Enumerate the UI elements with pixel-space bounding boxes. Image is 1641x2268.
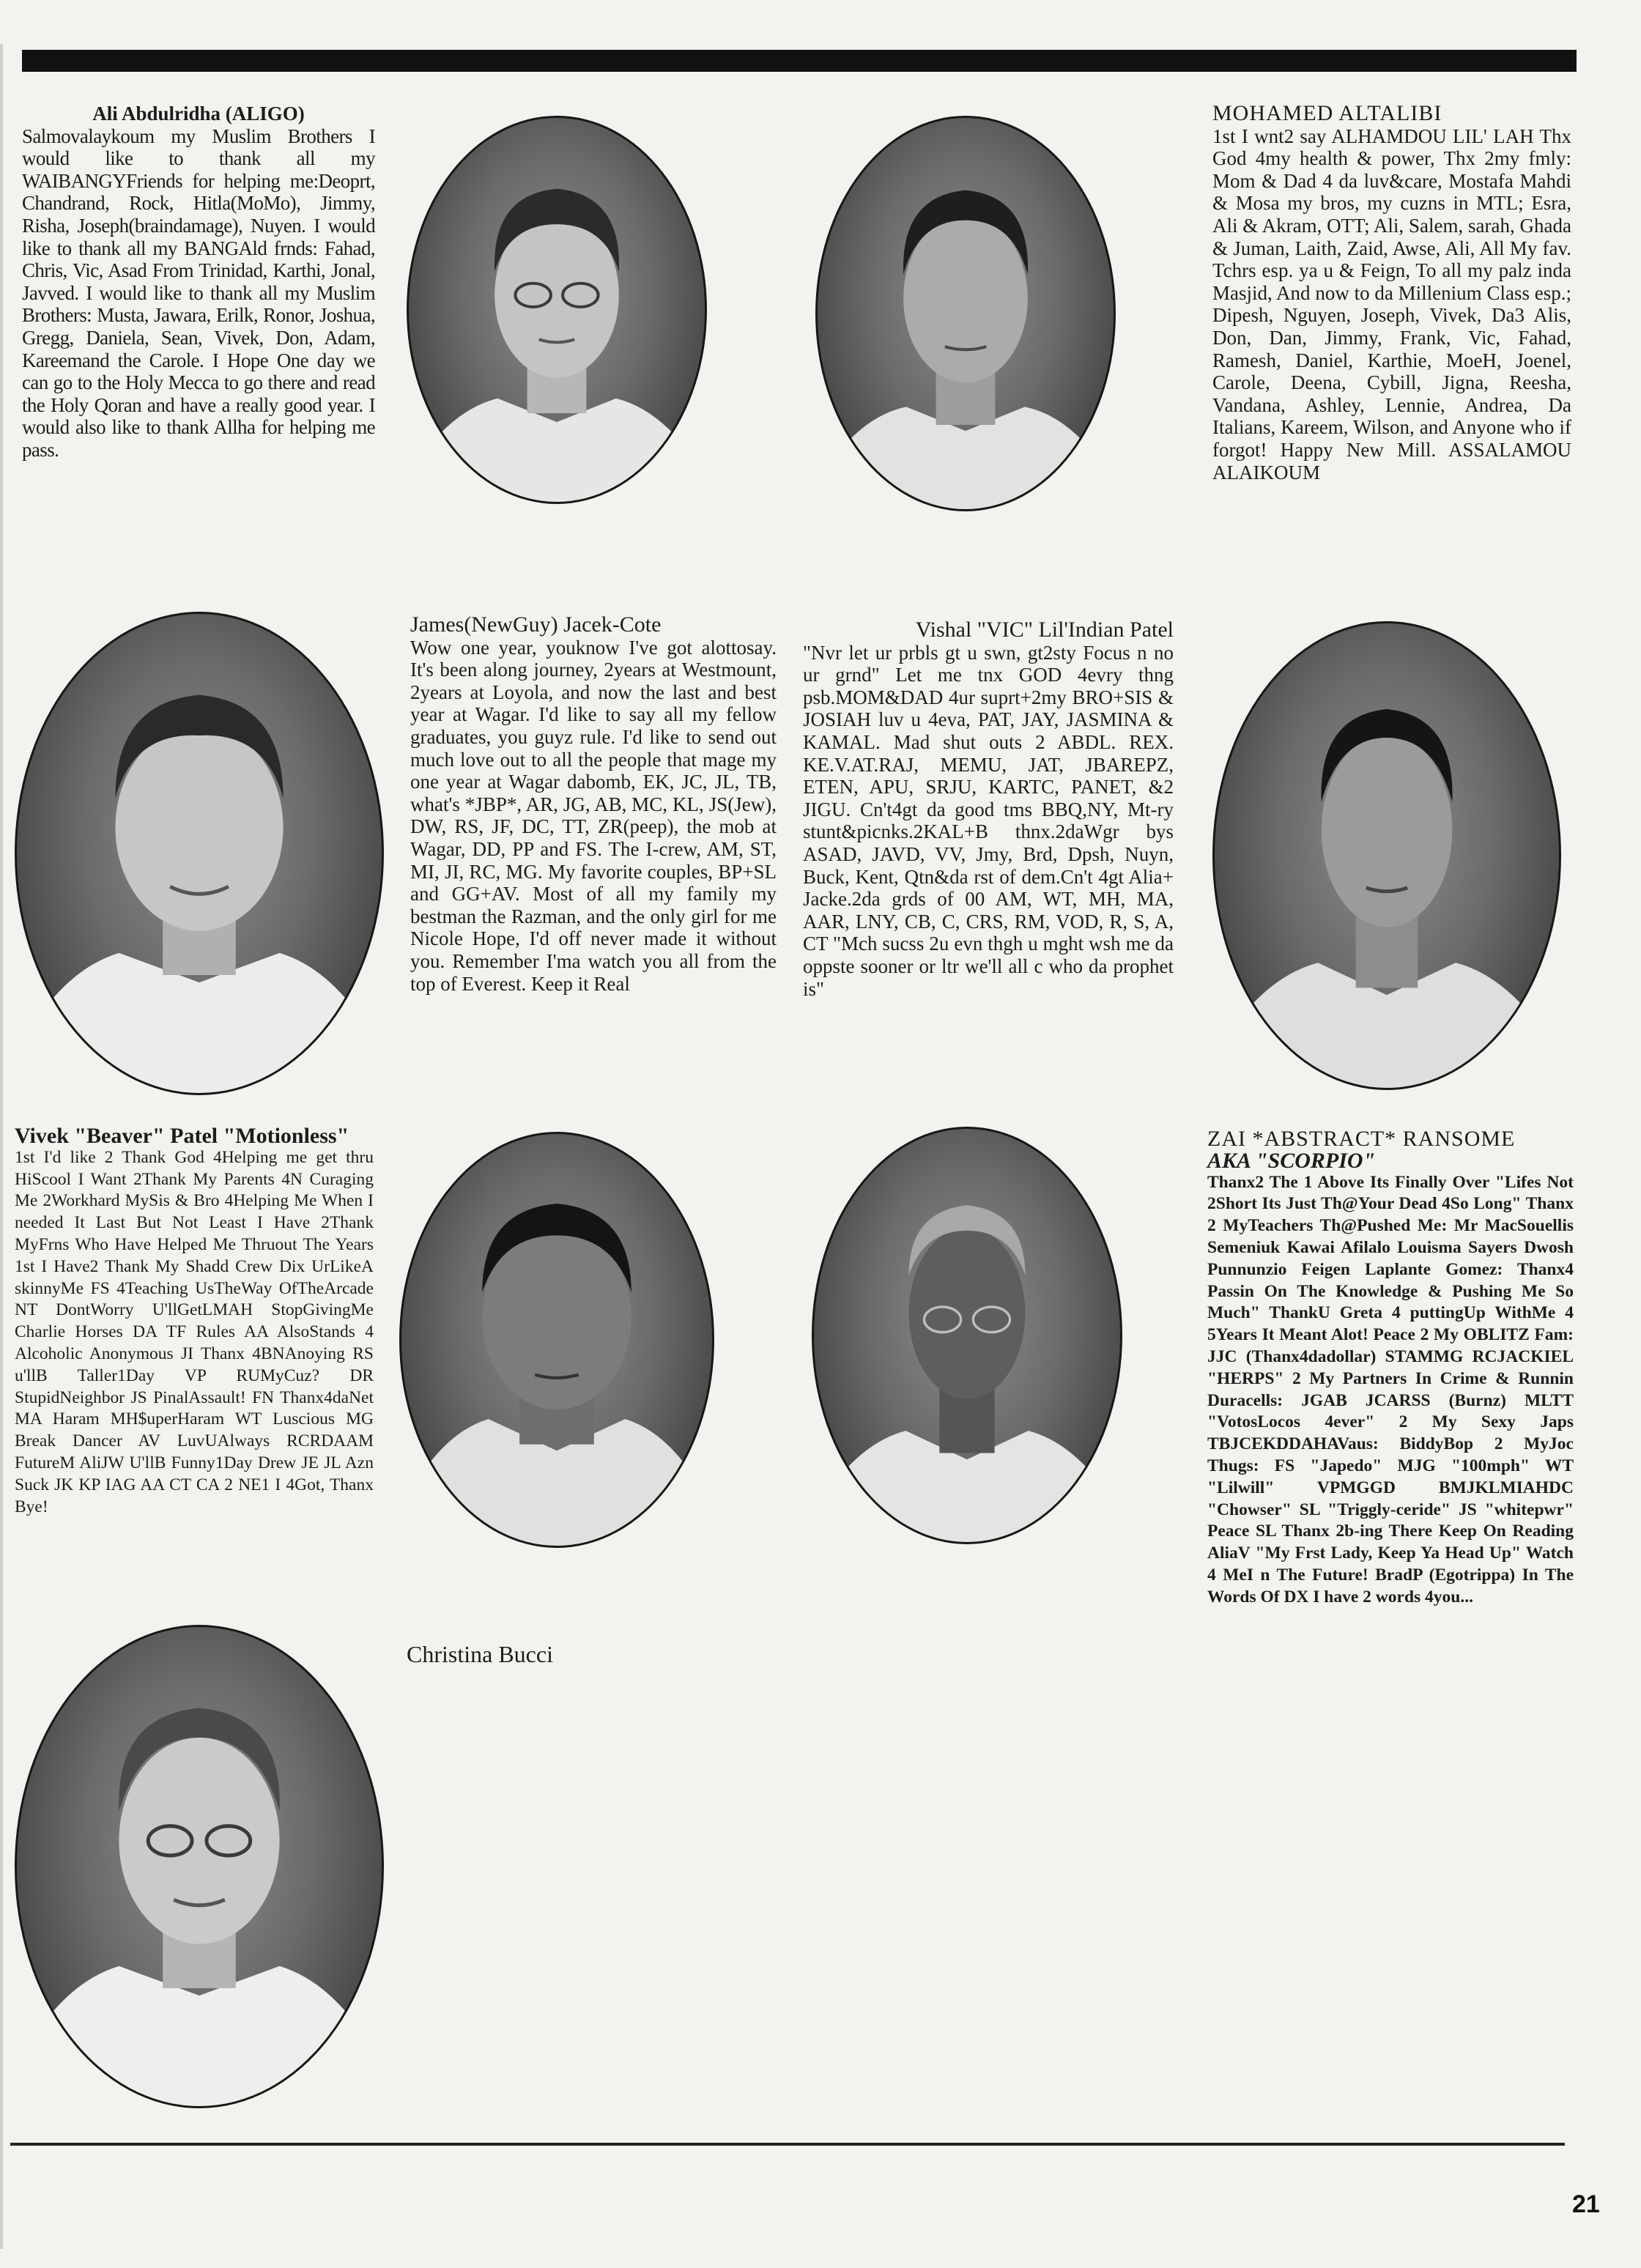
student-name: ZAI *ABSTRACT* RANSOME: [1207, 1127, 1516, 1151]
header-bar: [22, 50, 1577, 72]
student-name: James(NewGuy) Jacek-Cote: [410, 612, 662, 637]
student-bio: 1st I'd like 2 Thank God 4Helping me get thru HiScool I Want 2Thank My Parents 4N Curaging Me 2Workhard MySis & Bro 4Helping Me When I needed It Last But Not Least I Have 2Thank MyFrns Who Have Helped Me Thruout The Years 1st I Have2 Thank My Shadd Crew Dix UrLikeA skinnyMe FS 4Teaching UsTheWay OfTheArcade NT DontWorry U'llGetLMAH StopGivingMe Charlie Horses DA TF Rules AA AlsoStands 4 Alcoholic Anonymous JI Thanx 4BNAnoying RS u'llB Taller1Day VP RUMyCuz? DR StupidNeighbor JS PinalAssault! FN Thanx4daNet MA Haram MH$uperHaram WT Luscious MG Break Dancer AV LuvUAlways RCRDAAM FutureM AliJW U'llB Funny1Day Drew JE JL Azn Suck JK KP IAG AA CT CA 2 NE1 I 4Got, Thanx Bye!: [15, 1147, 374, 1516]
student-bio: Wow one year, youknow I've got alottosay. It's been along journey, 2years at Westmount, 2years at Loyola, and now the last and best year at Wagar. I'd like to say all my fellow graduates, you guyz rule. I'd like to send out much love out to all the people that mage my one year at Wagar dabomb, EK, JC, JL, TB, what's *JBP*, AR, JG, AB, MC, KL, JS(Jew), DW, RS, JF, DC, TT, ZR(peep), the mob at Wagar, DD, PP and FS. The I-crew, AM, ST, MI, JI, RC, MG. My favorite couples, BP+SL and GG+AV. Most of all my family my bestman the Razman, and the only girl for me Nicole Hope, I'd off never made it without you. Remember I'ma watch you all from the top of Everest. Keep it Real: [410, 636, 777, 995]
portrait-christina: [15, 1625, 384, 2108]
student-bio: "Nvr let ur prbls gt u swn, gt2sty Focus n no ur grnd" Let me tnx GOD 4evry thng psb.MOM&DAD 4ur suprt+2my BRO+SIS & JOSIAH luv u 4eva, PAT, JAY, JASMINA & KAMAL. Mad shut outs 2 ABDL. REX. KE.V.AT.RAJ, MEMU, JAT, JBAREPZ, ETEN, APU, SRJU, KARTC, PANET, &2 JIGU. Cn't4gt da good tms BBQ,NY, Mt-ry stunt&picnks.2KAL+B thnx.2daWgr bys ASAD, JAVD, VV, Jmy, Brd, Dpsh, Nuyn, Buck, Kent, Qtn&da rst of dem.Cn't 4gt Alia+ Jacke.2da grds of 00 AM, WT, MH, MA, AAR, LNY, CB, C, CRS, RM, VOD, R, S, A, CT "Mch sucss 2u evn thgh u mght wsh me da oppste sooner or ltr we'll all c who da prophet is": [803, 641, 1174, 1000]
student-name: MOHAMED ALTALIBI: [1212, 101, 1442, 125]
portrait-vivek: [399, 1132, 714, 1548]
portrait-james: [407, 116, 707, 504]
scan-edge: [0, 44, 3, 2249]
portrait-mohamed: [1212, 621, 1561, 1090]
student-christina-bucci: Christina Bucci: [407, 1641, 553, 1667]
student-vivek-patel: [15, 1125, 374, 1518]
footer-rule: [10, 2143, 1565, 2146]
student-ali-abdulridha: [22, 103, 375, 462]
student-mohamed-altalibi: [1212, 103, 1571, 483]
student-name: Vivek "Beaver" Patel "Motionless": [15, 1124, 349, 1148]
student-aka: AKA "SCORPIO": [1207, 1148, 1376, 1173]
student-bio: Salmovalaykoum my Muslim Brothers I would like to thank all my WAIBANGYFriends for helping me:Deoprt, Chandrand, Rock, Hitla(MoMo), Jimmy, Risha, Joseph(braindamage), Nuyen. I would like to thank all my BANGAld frnds: Fahad, Chris, Vic, Asad From Trinidad, Karthi, Jonal, Javved. I would like to thank all my Muslim Brothers: Musta, Jawara, Erilk, Ronor, Joshua, Gregg, Daniela, Sean, Vivek, Don, Adam, Kareemand the Carole. I Hope One day we can go to the Holy Mecca to go there and read the Holy Qoran and have a really good year. I would also like to thank Allha for helping me pass.: [22, 125, 375, 461]
student-bio: 1st I wnt2 say ALHAMDOU LIL' LAH Thx God 4my health & power, Thx 2my fmly: Mom & Dad 4 da luv&care, Mostafa Mahdi & Mosa my bros, my cuzns in MTL; Esra, Ali & Akram, OTT; Ali, Salem, sarah, Ghada & Juman, Laith, Zaid, Awse, Ali, All My fav. Tchrs esp. ya u & Feign, To all my palz inda Masjid, And now to da Millenium Class esp.; Dipesh, Nguyen, Joseph, Vivek, Da3 Alis, Don, Dan, Jimmy, Frank, Vic, Fahad, Ramesh, Daniel, Karthie, MoeH, Joenel, Carole, Deena, Cybill, Jigna, Reesha, Vandana, Ashley, Lennie, Andrea, Da Italians, Kareem, Wilson, and Anyone who if forgot! Happy New Mill. ASSALAMOU ALAIKOUM: [1212, 125, 1571, 483]
student-james-jacek-cote: [410, 614, 777, 995]
portrait-vishal: [815, 116, 1116, 511]
portrait-zai: [812, 1127, 1122, 1544]
student-name: Vishal "VIC" Lil'Indian Patel: [915, 618, 1174, 642]
portrait-ali: [15, 612, 384, 1095]
student-name: Ali Abdulridha (ALIGO): [92, 103, 305, 125]
student-vishal-patel: [803, 619, 1174, 1000]
page-number: 21: [1572, 2190, 1600, 2218]
student-bio: Thanx2 The 1 Above Its Finally Over "Lifes Not 2Short Its Just Th@Your Dead 4So Long" Thanx 2 MyTeachers Th@Pushed Me: Mr MacSouellis Semeniuk Kawai Afilalo Louisma Sayers Dwosh Punnunzio Feigen Laplante Gomez: Thanx4 Passin On The Knowledge & Pushing Me So Much" ThankU Greta 4 puttingUp WithMe 4 5Years It Meant Alot! Peace 2 My OBLITZ Fam: JJC (Thanx4dadollar) STAMMG RCJACKIEL "HERPS" 2 My Partners In Crime & Runnin Duracells: JGAB JCARSS (Burnz) MLTT "VotosLocos 4ever" 2 My Sexy Japs TBJCEKDDAHAVaus: BiddyBop 2 MyJoc Thugs: FS "Japedo" MJG "100mph" WT "Lilwill" VPMGGD BMJKLMIAHDC "Chowser" SL "Triggly-ceride" JS "whitepwr" Peace SL Thanx 2b-ing There Keep On Reading AliaV "My Frst Lady, Keep Ya Head Up" Watch 4 MeI n The Future! BradP (Egotrippa) In The Words Of DX I have 2 words 4you...: [1207, 1172, 1574, 1606]
student-zai-ransome: [1207, 1128, 1574, 1609]
